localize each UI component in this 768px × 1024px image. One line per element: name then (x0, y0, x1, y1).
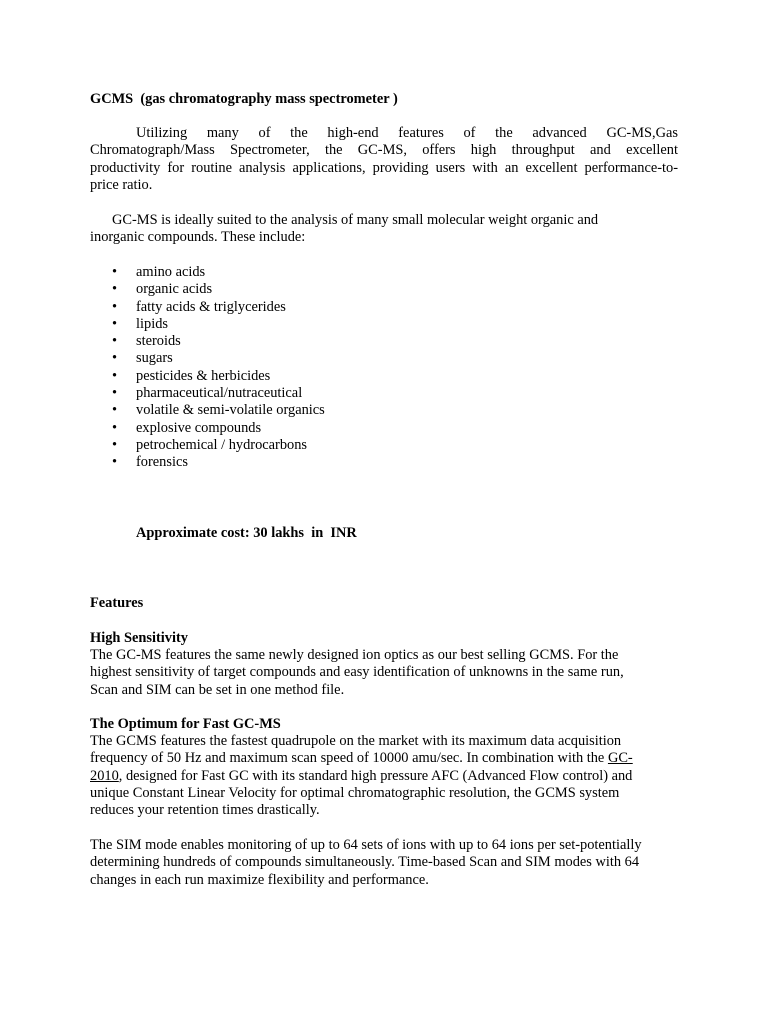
sensitivity-line: highest sensitivity of target compounds and easy identification of unknowns in the same run, (90, 664, 624, 681)
compound-label: volatile & semi-volatile organics (136, 402, 325, 419)
bullet-icon: • (112, 402, 118, 419)
compound-label: petrochemical / hydrocarbons (136, 436, 308, 453)
list-item (90, 454, 325, 471)
suited-line: GC-MS is ideally suited to the analysis of many small molecular weight organic and (112, 212, 599, 228)
intro-line: Chromatograph/Mass Spectrometer, the GC-MS, offers high throughput and excellent (90, 142, 678, 159)
list-item (90, 420, 325, 437)
list-item (90, 402, 325, 419)
compound-label: lipids (136, 315, 168, 332)
list-item (90, 368, 325, 385)
bullet-icon: • (112, 350, 118, 367)
fast-gcms-line (90, 750, 690, 767)
list-item (90, 316, 325, 333)
sensitivity-line: Scan and SIM can be set in one method file. (90, 681, 345, 698)
high-sensitivity-heading: High Sensitivity (90, 630, 188, 646)
list-item (90, 385, 325, 402)
fast-gcms-line: unique Constant Linear Velocity for optimal chromatographic resolution, the GCMS system (90, 784, 620, 801)
compound-label: amino acids (136, 264, 206, 280)
fast-gcms-text: frequency of 50 Hz and maximum scan speed of 10000 amu/sec. In combination with the (90, 750, 608, 767)
bullet-icon: • (112, 436, 118, 453)
list-item (90, 299, 325, 316)
bullet-icon: • (112, 281, 118, 298)
high-sensitivity-paragraph (90, 647, 690, 699)
fast-gcms-line (90, 768, 690, 785)
suited-line: inorganic compounds. These include: (90, 229, 306, 246)
bullet-icon: • (112, 298, 118, 315)
suited-paragraph (90, 212, 678, 247)
sensitivity-line: The GC-MS features the same newly designed ion optics as our best selling GCMS. For the (90, 647, 619, 663)
sim-mode-paragraph (90, 837, 690, 889)
list-item (90, 350, 325, 367)
compound-list (90, 264, 325, 472)
bullet-icon: • (112, 385, 118, 402)
bullet-icon: • (112, 264, 118, 280)
fast-gcms-line: reduces your retention times drastically. (90, 802, 320, 819)
intro-line: Utilizing many of the high-end features of the advanced GC-MS,Gas (136, 125, 678, 141)
sim-line: changes in each run maximize flexibility and performance. (90, 871, 429, 888)
fast-gcms-line: The GCMS features the fastest quadrupole on the market with its maximum data acquisition (90, 733, 622, 749)
compound-label: sugars (136, 350, 173, 367)
list-item (90, 264, 325, 281)
compound-label: forensics (136, 454, 188, 471)
bullet-icon: • (112, 315, 118, 332)
gc-2010-link[interactable]: 2010 (90, 767, 119, 784)
bullet-icon: • (112, 367, 118, 384)
sim-line: The SIM mode enables monitoring of up to 64 sets of ions with up to 64 ions per set-potentially (90, 837, 642, 853)
gc-2010-link[interactable]: GC- (607, 750, 633, 767)
compound-label: fatty acids & triglycerides (136, 298, 286, 315)
bullet-icon: • (112, 333, 118, 350)
bullet-icon: • (112, 419, 118, 436)
list-item (90, 437, 325, 454)
fast-gcms-heading: The Optimum for Fast GC-MS (90, 716, 281, 732)
intro-line: productivity for routine analysis applications, providing users with an excellent performance-to- (90, 159, 678, 176)
intro-line: price ratio. (90, 176, 153, 193)
features-heading: Features (90, 595, 144, 611)
compound-label: pharmaceutical/nutraceutical (136, 385, 303, 402)
bullet-icon: • (112, 454, 118, 471)
compound-label: pesticides & herbicides (136, 367, 271, 384)
fast-gcms-paragraph (90, 733, 690, 819)
list-item (90, 281, 325, 298)
compound-label: explosive compounds (136, 419, 262, 436)
intro-paragraph (90, 125, 678, 194)
document-title: GCMS (gas chromatography mass spectrometer ) (90, 91, 398, 107)
list-item (90, 333, 325, 350)
compound-label: organic acids (136, 281, 213, 298)
sim-line: determining hundreds of compounds simultaneously. Time-based Scan and SIM modes with 64 (90, 854, 640, 871)
approximate-cost: Approximate cost: 30 lakhs in INR (136, 525, 357, 541)
compound-label: steroids (136, 333, 181, 350)
fast-gcms-text: , designed for Fast GC with its standard high pressure AFC (Advanced Flow control) and (118, 767, 633, 784)
